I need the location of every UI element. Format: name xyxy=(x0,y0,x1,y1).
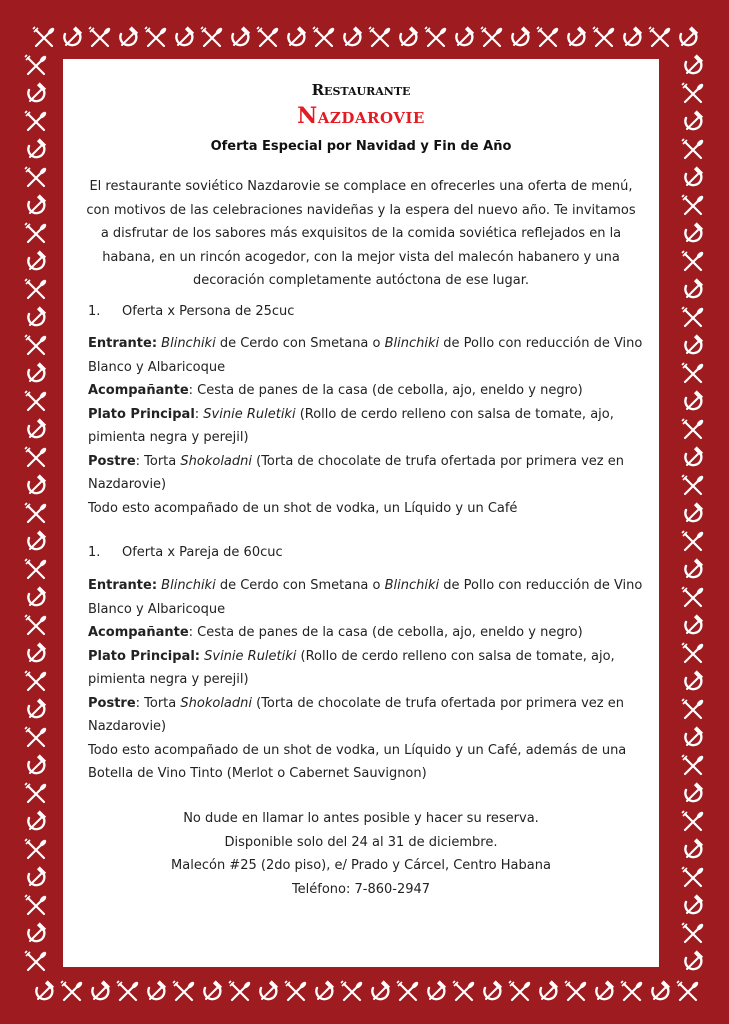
crossed-fork-knife-icon xyxy=(682,307,704,326)
hammer-sickle-icon xyxy=(260,980,278,999)
hammer-sickle-icon xyxy=(685,222,703,241)
principal-colon: : xyxy=(194,406,204,422)
offer-details xyxy=(88,574,648,786)
crossed-fork-knife-icon xyxy=(201,27,223,46)
principal-text: (Rollo de cerdo relleno con salsa de tomate, ajo, pimienta negra y perejil) xyxy=(88,406,614,445)
crossed-fork-knife-icon xyxy=(649,27,671,46)
offer-number: 1. xyxy=(88,304,101,319)
crossed-fork-knife-icon xyxy=(25,951,47,970)
entrante-text: de Cerdo con Smetana o xyxy=(215,578,385,593)
principal-line xyxy=(88,403,648,450)
crossed-fork-knife-icon xyxy=(25,503,47,522)
phone-number: Teléfono: 7-860-2947 xyxy=(291,881,431,897)
availability-dates: Disponible solo del 24 al 31 de diciembre. xyxy=(224,834,498,850)
crossed-fork-knife-icon xyxy=(25,615,47,634)
crossed-fork-knife-icon xyxy=(61,981,83,1000)
acompanante-line xyxy=(88,379,648,403)
crossed-fork-knife-icon xyxy=(682,587,704,606)
hammer-sickle-icon xyxy=(28,250,46,269)
crossed-fork-knife-icon xyxy=(117,981,139,1000)
hammer-sickle-icon xyxy=(148,980,166,999)
crossed-fork-knife-icon xyxy=(25,55,47,74)
principal-label: Plato Principal: xyxy=(88,648,200,664)
hammer-sickle-icon xyxy=(28,306,46,325)
entrante-text: de Cerdo con Smetana o xyxy=(215,336,385,351)
hammer-sickle-icon xyxy=(685,278,703,297)
hammer-sickle-icon xyxy=(232,26,250,45)
hammer-sickle-icon xyxy=(64,26,82,45)
hammer-sickle-icon xyxy=(685,950,703,969)
crossed-fork-knife-icon xyxy=(145,27,167,46)
hammer-sickle-icon xyxy=(28,922,46,941)
closing-line: Todo esto acompañado de un shot de vodka, un Líquido y un Café, además de una Botella de Vino Tinto (Merlot o Cabernet Sauvignon) xyxy=(88,742,627,781)
hammer-sickle-icon xyxy=(596,980,614,999)
acompanante-text: : Cesta de panes de la casa (de cebolla, ajo, eneldo y negro) xyxy=(188,625,583,640)
postre-colon: : Torta xyxy=(135,695,181,711)
hammer-sickle-icon xyxy=(685,670,703,689)
crossed-fork-knife-icon xyxy=(682,419,704,438)
acompanante-text: : Cesta de panes de la casa (de cebolla, ajo, eneldo y negro) xyxy=(188,383,583,398)
crossed-fork-knife-icon xyxy=(25,727,47,746)
crossed-fork-knife-icon xyxy=(682,251,704,270)
menu-page xyxy=(63,59,659,967)
hammer-sickle-icon xyxy=(204,980,222,999)
hammer-sickle-icon xyxy=(680,26,698,45)
restaurant-name: Nazdarovie xyxy=(297,103,425,129)
hammer-sickle-icon xyxy=(28,418,46,437)
hammer-sickle-icon xyxy=(685,894,703,913)
hammer-sickle-icon xyxy=(28,698,46,717)
hammer-sickle-icon xyxy=(512,26,530,45)
crossed-fork-knife-icon xyxy=(33,27,55,46)
offer-subtitle: Oferta Especial por Navidad y Fin de Año xyxy=(210,139,512,154)
hammer-sickle-icon xyxy=(28,642,46,661)
hammer-sickle-icon xyxy=(540,980,558,999)
hammer-sickle-icon xyxy=(176,26,194,45)
crossed-fork-knife-icon xyxy=(25,111,47,130)
crossed-fork-knife-icon xyxy=(593,27,615,46)
crossed-fork-knife-icon xyxy=(25,335,47,354)
postre-line xyxy=(88,692,648,739)
acompanante-label: Acompañante xyxy=(88,625,189,640)
hammer-sickle-icon xyxy=(428,980,446,999)
crossed-fork-knife-icon xyxy=(565,981,587,1000)
crossed-fork-knife-icon xyxy=(682,755,704,774)
hammer-sickle-icon xyxy=(568,26,586,45)
hammer-sickle-icon xyxy=(685,726,703,745)
entrante-dish: Blinchiki xyxy=(161,336,216,351)
crossed-fork-knife-icon xyxy=(425,27,447,46)
contact-info xyxy=(63,807,659,901)
hammer-sickle-icon xyxy=(624,26,642,45)
principal-dish: Svinie Ruletiki xyxy=(203,406,296,422)
hammer-sickle-icon xyxy=(28,194,46,213)
hammer-sickle-icon xyxy=(28,474,46,493)
hammer-sickle-icon xyxy=(685,838,703,857)
crossed-fork-knife-icon xyxy=(682,923,704,942)
entrante-dish: Blinchiki xyxy=(384,336,440,351)
hammer-sickle-icon xyxy=(685,54,703,73)
hammer-sickle-icon xyxy=(316,980,334,999)
crossed-fork-knife-icon xyxy=(285,981,307,1000)
hammer-sickle-icon xyxy=(28,138,46,157)
postre-text: (Torta de chocolate de trufa ofertada por primera vez en Nazdarovie) xyxy=(88,695,624,734)
crossed-fork-knife-icon xyxy=(677,981,699,1000)
crossed-fork-knife-icon xyxy=(453,981,475,1000)
crossed-fork-knife-icon xyxy=(621,981,643,1000)
crossed-fork-knife-icon xyxy=(682,643,704,662)
crossed-fork-knife-icon xyxy=(682,363,704,382)
crossed-fork-knife-icon xyxy=(682,139,704,158)
crossed-fork-knife-icon xyxy=(682,531,704,550)
offer-heading xyxy=(88,545,283,560)
crossed-fork-knife-icon xyxy=(25,447,47,466)
entrante-text: de Pollo con reducción de Vino Blanco y Albaricoque xyxy=(88,336,643,375)
crossed-fork-knife-icon xyxy=(89,27,111,46)
entrante-label: Entrante: xyxy=(88,578,158,593)
hammer-sickle-icon xyxy=(685,446,703,465)
entrante-dish: Blinchiki xyxy=(161,578,216,593)
hammer-sickle-icon xyxy=(456,26,474,45)
hammer-sickle-icon xyxy=(92,980,110,999)
hammer-sickle-icon xyxy=(685,614,703,633)
crossed-fork-knife-icon xyxy=(313,27,335,46)
hammer-sickle-icon xyxy=(36,980,54,999)
principal-text: (Rollo de cerdo relleno con salsa de tomate, ajo, pimienta negra y perejil) xyxy=(88,648,615,687)
hammer-sickle-icon xyxy=(685,502,703,521)
intro-paragraph: El restaurante soviético Nazdarovie se complace en ofrecerles una oferta de menú, con motivos de las celebraciones navideñas y la espera del nuevo año. Te invitamos a disfrutar de los sabores más exquisitos de la comida soviética reflejados en la habana, en un rincón acogedor, con la mejor vista del malecón habanero y una decoración completamente autóctona de ese lugar. xyxy=(86,179,636,288)
address: Malecón #25 (2do piso), e/ Prado y Cárcel, Centro Habana xyxy=(171,858,551,873)
crossed-fork-knife-icon xyxy=(397,981,419,1000)
crossed-fork-knife-icon xyxy=(25,839,47,858)
offer-title: Oferta x Pareja de 60cuc xyxy=(122,545,283,560)
hammer-sickle-icon xyxy=(28,362,46,381)
hammer-sickle-icon xyxy=(28,810,46,829)
hammer-sickle-icon xyxy=(685,558,703,577)
offer-number: 1. xyxy=(88,545,101,560)
postre-text: (Torta de chocolate de trufa ofertada por primera vez en Nazdarovie) xyxy=(88,453,624,492)
entrante-line xyxy=(88,332,648,379)
entrante-dish: Blinchiki xyxy=(384,578,440,593)
hammer-sickle-icon xyxy=(685,782,703,801)
crossed-fork-knife-icon xyxy=(25,279,47,298)
crossed-fork-knife-icon xyxy=(682,867,704,886)
postre-dish: Shokoladni xyxy=(180,453,252,469)
crossed-fork-knife-icon xyxy=(229,981,251,1000)
crossed-fork-knife-icon xyxy=(341,981,363,1000)
hammer-sickle-icon xyxy=(372,980,390,999)
hammer-sickle-icon xyxy=(685,110,703,129)
postre-line xyxy=(88,450,648,497)
crossed-fork-knife-icon xyxy=(25,223,47,242)
crossed-fork-knife-icon xyxy=(537,27,559,46)
crossed-fork-knife-icon xyxy=(25,167,47,186)
crossed-fork-knife-icon xyxy=(173,981,195,1000)
closing-line: Todo esto acompañado de un shot de vodka, un Líquido y un Café xyxy=(88,500,518,516)
entrante-label: Entrante: xyxy=(88,336,158,351)
hammer-sickle-icon xyxy=(400,26,418,45)
crossed-fork-knife-icon xyxy=(25,559,47,578)
hammer-sickle-icon xyxy=(28,586,46,605)
hammer-sickle-icon xyxy=(28,82,46,101)
crossed-fork-knife-icon xyxy=(509,981,531,1000)
hammer-sickle-icon xyxy=(685,390,703,409)
hammer-sickle-icon xyxy=(28,866,46,885)
acompanante-label: Acompañante xyxy=(88,383,189,398)
crossed-fork-knife-icon xyxy=(25,391,47,410)
crossed-fork-knife-icon xyxy=(682,699,704,718)
hammer-sickle-icon xyxy=(652,980,670,999)
postre-label: Postre xyxy=(88,453,136,469)
crossed-fork-knife-icon xyxy=(682,83,704,102)
crossed-fork-knife-icon xyxy=(682,195,704,214)
hammer-sickle-icon xyxy=(685,334,703,353)
postre-dish: Shokoladni xyxy=(180,695,252,711)
hammer-sickle-icon xyxy=(288,26,306,45)
crossed-fork-knife-icon xyxy=(682,811,704,830)
hammer-sickle-icon xyxy=(344,26,362,45)
postre-label: Postre xyxy=(88,695,136,711)
offer-title: Oferta x Persona de 25cuc xyxy=(122,304,295,319)
crossed-fork-knife-icon xyxy=(682,475,704,494)
hammer-sickle-icon xyxy=(484,980,502,999)
restaurant-label: Restaurante xyxy=(311,81,411,99)
entrante-text: de Pollo con reducción de Vino Blanco y Albaricoque xyxy=(88,578,643,617)
acompanante-line xyxy=(88,621,648,645)
offer-heading xyxy=(88,304,294,319)
crossed-fork-knife-icon xyxy=(25,895,47,914)
principal-line xyxy=(88,645,648,692)
offer-details xyxy=(88,332,648,520)
hammer-sickle-icon xyxy=(28,754,46,773)
crossed-fork-knife-icon xyxy=(25,783,47,802)
hammer-sickle-icon xyxy=(28,530,46,549)
reservation-note: No dude en llamar lo antes posible y hacer su reserva. xyxy=(183,811,539,826)
hammer-sickle-icon xyxy=(685,166,703,185)
hammer-sickle-icon xyxy=(120,26,138,45)
principal-label: Plato Principal xyxy=(88,406,195,422)
crossed-fork-knife-icon xyxy=(257,27,279,46)
principal-dish: Svinie Ruletiki xyxy=(204,648,297,664)
crossed-fork-knife-icon xyxy=(369,27,391,46)
entrante-line xyxy=(88,574,648,621)
crossed-fork-knife-icon xyxy=(481,27,503,46)
postre-colon: : Torta xyxy=(135,453,181,469)
crossed-fork-knife-icon xyxy=(25,671,47,690)
